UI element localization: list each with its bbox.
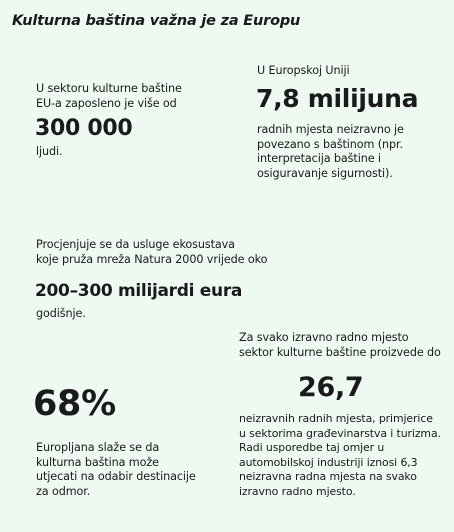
stat-tourism-line-1: Europljana slaže se da (36, 441, 160, 454)
stat-multiplier-intro-line-1: Za svako izravno radno mjesto (239, 331, 409, 344)
stat-multiplier-line-4: automobilskoj industriji iznosi 6,3 (239, 455, 418, 469)
stat-employment-line-2: EU-a zaposleno je više od (36, 96, 177, 110)
stat-indirect-jobs-line-3: interpretacija baštine i (257, 152, 381, 166)
stat-natura-number: 200–300 milijardi eura (35, 281, 243, 301)
stat-natura-after: godišnje. (36, 307, 86, 320)
stat-multiplier-text (239, 412, 441, 500)
page-title: Kulturna baština važna je za Europu (12, 13, 301, 29)
stat-employment-line-1: U sektoru kulturne baštine (36, 82, 182, 95)
stat-multiplier-intro (239, 331, 441, 360)
stat-tourism-text (36, 441, 196, 499)
stat-indirect-jobs-line-1: radnih mjesta neizravno je (257, 123, 404, 136)
stat-indirect-jobs-line-2: povezano s baštinom (npr. (257, 137, 403, 151)
stat-indirect-jobs-intro: U Europskoj Uniji (257, 64, 350, 77)
stat-tourism-line-4: za odmor. (36, 484, 91, 498)
stat-indirect-jobs-line-4: osiguravanje sigurnosti). (257, 166, 393, 180)
stat-indirect-jobs-text (257, 123, 404, 181)
stat-tourism-line-2: kulturna baština može (36, 455, 159, 469)
stat-multiplier-line-2: u sektorima građevinarstva i turizma. (239, 426, 441, 440)
stat-natura-line-1: Procjenjuje se da usluge ekosustava (36, 238, 235, 251)
stat-natura-line-2: koje pruža mreža Natura 2000 vrijede oko (36, 252, 268, 266)
stat-tourism-number: 68% (33, 384, 116, 424)
stat-employment-intro (36, 82, 182, 111)
stat-multiplier-line-5: neizravna radna mjesta na svako (239, 470, 417, 484)
stat-multiplier-line-6: izravno radno mjesto. (239, 484, 356, 498)
stat-multiplier-line-3: Radi usporedbe taj omjer u (239, 441, 385, 455)
stat-employment-number: 300 000 (35, 116, 133, 141)
stat-tourism-line-3: utjecati na odabir destinacije (36, 470, 196, 484)
stat-multiplier-line-1: neizravnih radnih mjesta, primjerice (239, 412, 433, 425)
stat-multiplier-number: 26,7 (298, 372, 364, 403)
stat-employment-after: ljudi. (36, 145, 63, 158)
stat-natura-intro (36, 238, 267, 267)
stat-multiplier-intro-line-2: sektor kulturne baštine proizvede do (239, 345, 441, 359)
stat-indirect-jobs-number: 7,8 milijuna (256, 84, 419, 113)
